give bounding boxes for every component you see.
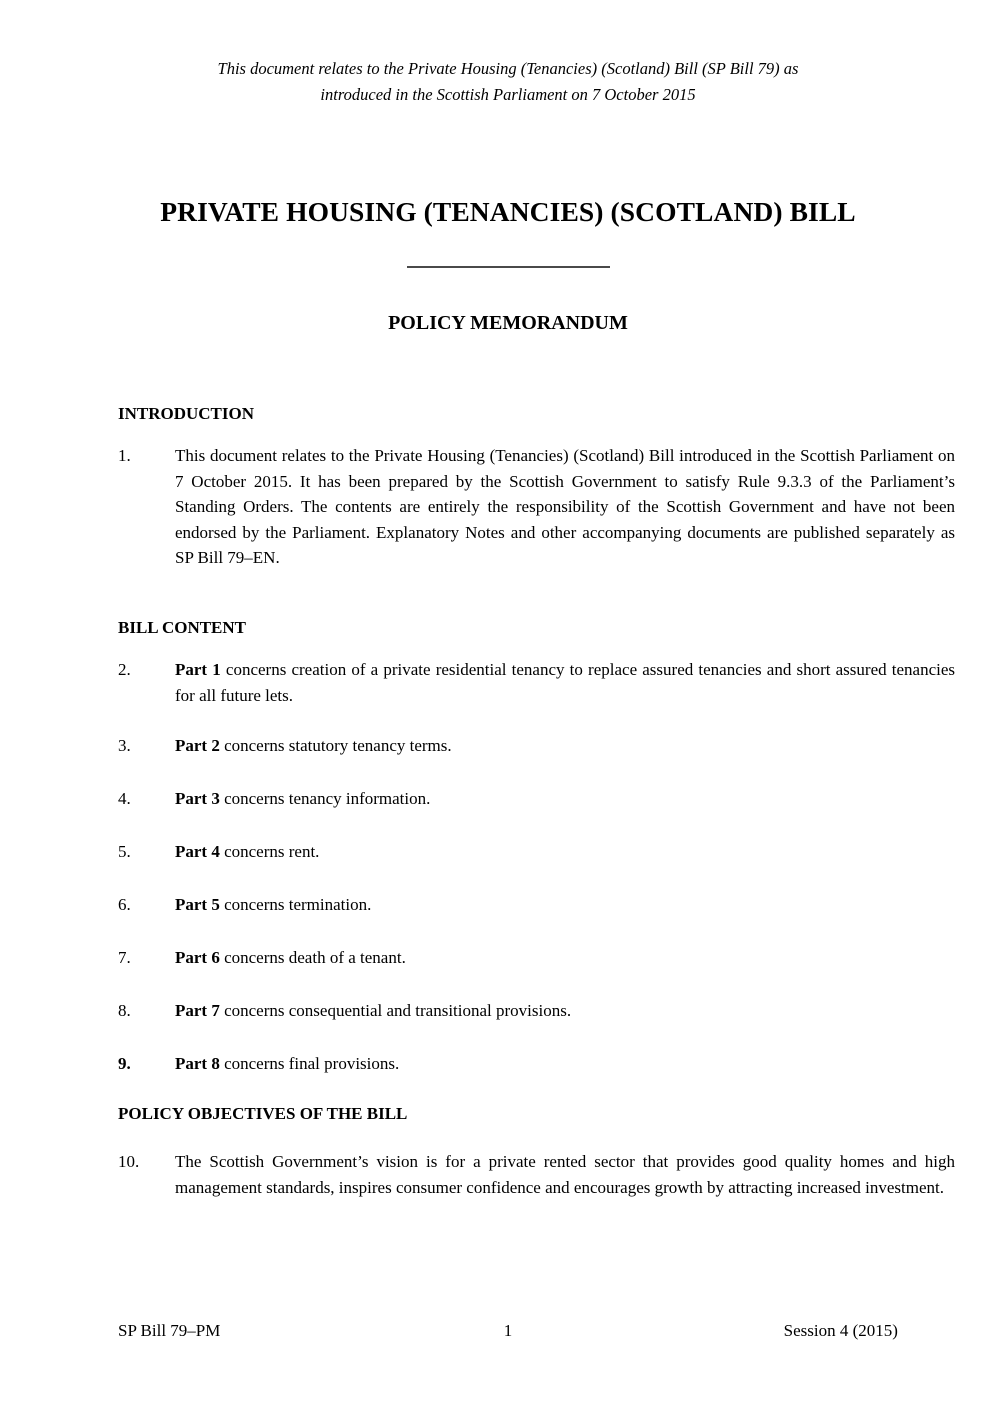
paragraph-4-text: concerns tenancy information. <box>219 789 431 808</box>
paragraph-1 <box>118 443 955 571</box>
paragraph-8 <box>118 998 955 1024</box>
paragraph-10-number: 10. <box>118 1152 140 1171</box>
paragraph-3-text: concerns statutory tenancy terms. <box>219 736 452 755</box>
paragraph-4 <box>118 786 955 812</box>
paragraph-9 <box>118 1051 955 1077</box>
paragraph-9-number: 9. <box>118 1054 131 1073</box>
paragraph-6 <box>118 892 955 918</box>
paragraph-2-number: 2. <box>118 660 131 679</box>
page-subtitle: POLICY MEMORANDUM <box>388 312 628 334</box>
paragraph-2-lead: Part 1 <box>175 660 221 679</box>
paragraph-8-text: concerns consequential and transitional provisions. <box>219 1001 572 1020</box>
paragraph-3-lead: Part 2 <box>175 736 220 755</box>
paragraph-2-text: concerns creation of a private residential tenancy to replace assured tenancies and short assured tenancies for all future lets. <box>175 660 956 705</box>
paragraph-5-number: 5. <box>118 842 131 861</box>
section-heading-policy-objectives: POLICY OBJECTIVES OF THE BILL <box>118 1104 408 1123</box>
paragraph-8-number: 8. <box>118 1001 131 1020</box>
footer-session: Session 4 (2015) <box>783 1321 898 1340</box>
running-header <box>118 56 898 108</box>
paragraph-3-number: 3. <box>118 736 131 755</box>
paragraph-1-text: This document relates to the Private Housing (Tenancies) (Scotland) Bill introduced in the Scottish Parliament on 7 October 2015. It has been prepared by the Scottish Government to satisfy Rule 9.3.3 of the Parliament’s Standing Orders. The contents are entirely the responsibility of the Scottish Government and have not been endorsed by the Parliament. Explanatory Notes and other accompanying documents are published separately as SP Bill 79–EN. <box>175 446 955 568</box>
paragraph-9-lead: Part 8 <box>175 1054 220 1073</box>
paragraph-8-lead: Part 7 <box>175 1001 220 1020</box>
footer-bill-reference: SP Bill 79–PM <box>118 1321 221 1340</box>
paragraph-10-text: The Scottish Government’s vision is for a private rented sector that provides good quality homes and high management standards, inspires consumer confidence and encourages growth by attracting increased investment. <box>175 1152 955 1197</box>
paragraph-5 <box>118 839 955 865</box>
section-heading-introduction: INTRODUCTION <box>118 404 255 423</box>
paragraph-2 <box>118 657 955 708</box>
paragraph-4-number: 4. <box>118 789 131 808</box>
divider-line <box>407 266 610 268</box>
page-footer <box>118 1320 898 1342</box>
paragraph-9-text: concerns final provisions. <box>219 1054 400 1073</box>
running-header-line-2: introduced in the Scottish Parliament on 7 October 2015 <box>320 85 696 104</box>
running-header-line-1: This document relates to the Private Housing (Tenancies) (Scotland) Bill (SP Bill 79) as <box>217 59 799 78</box>
section-heading-bill-content: BILL CONTENT <box>118 618 247 637</box>
title-divider <box>118 266 898 268</box>
paragraph-4-lead: Part 3 <box>175 789 220 808</box>
page-title: PRIVATE HOUSING (TENANCIES) (SCOTLAND) BILL <box>160 196 856 227</box>
paragraph-3 <box>118 733 955 759</box>
paragraph-6-text: concerns termination. <box>219 895 372 914</box>
paragraph-1-number: 1. <box>118 446 131 465</box>
paragraph-10 <box>118 1149 955 1200</box>
paragraph-6-lead: Part 5 <box>175 895 220 914</box>
footer-page-number: 1 <box>503 1321 513 1340</box>
paragraph-6-number: 6. <box>118 895 131 914</box>
paragraph-7-number: 7. <box>118 948 131 967</box>
paragraph-7-text: concerns death of a tenant. <box>219 948 406 967</box>
paragraph-7-lead: Part 6 <box>175 948 220 967</box>
paragraph-5-text: concerns rent. <box>219 842 320 861</box>
paragraph-5-lead: Part 4 <box>175 842 220 861</box>
paragraph-7 <box>118 945 955 971</box>
